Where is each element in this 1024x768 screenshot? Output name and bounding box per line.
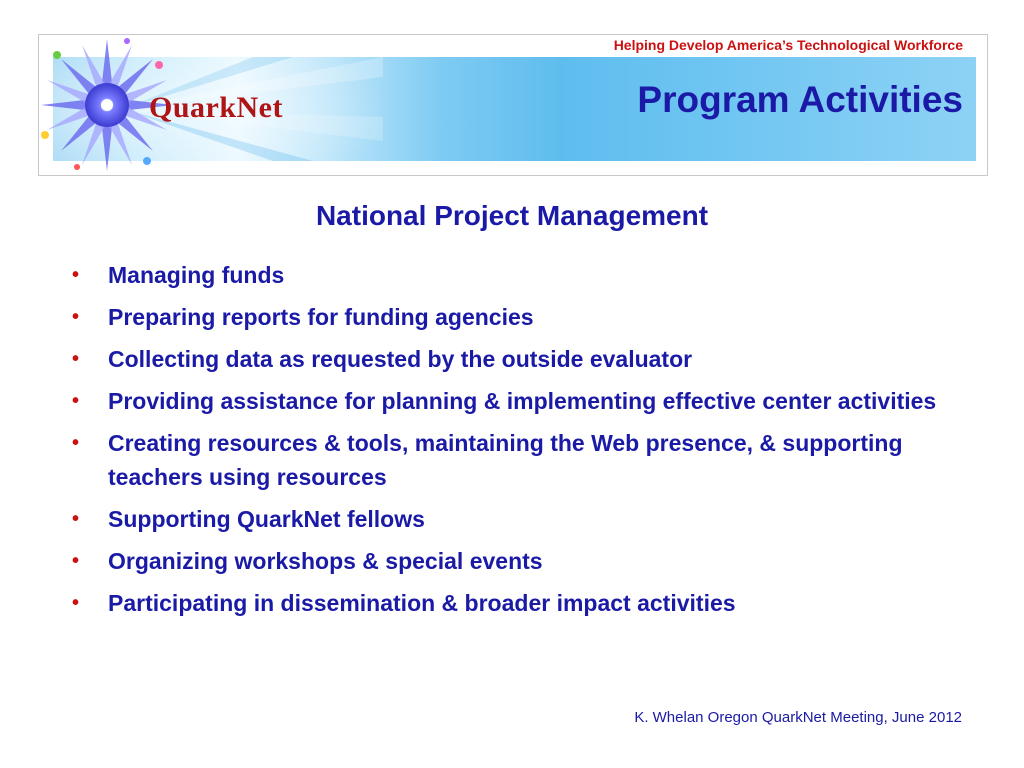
list-item <box>72 586 952 620</box>
footer-credit: K. Whelan Oregon QuarkNet Meeting, June 2012 <box>634 709 962 726</box>
page-title: Program Activities <box>637 79 963 120</box>
bullet-icon: • <box>72 264 80 286</box>
bullet-icon: • <box>72 432 80 454</box>
section-heading: National Project Management <box>315 200 709 231</box>
list-item-text: Participating in dissemination & broader impact activities <box>108 590 736 616</box>
header-banner <box>38 34 988 176</box>
bullet-icon: • <box>72 348 80 370</box>
list-item <box>72 258 952 292</box>
list-item-text: Managing funds <box>108 262 285 288</box>
list-item <box>72 300 952 334</box>
list-item <box>72 426 952 494</box>
bullet-icon: • <box>72 390 80 412</box>
bullet-list <box>72 258 952 628</box>
bullet-icon: • <box>72 508 80 530</box>
list-item-text: Preparing reports for funding agencies <box>108 304 534 330</box>
list-item-text: Collecting data as requested by the outside evaluator <box>108 346 693 372</box>
list-item <box>72 544 952 578</box>
list-item <box>72 502 952 536</box>
list-item <box>72 342 952 376</box>
tagline: Helping Develop America’s Technological Workforce <box>613 37 963 53</box>
list-item-text: Creating resources & tools, maintaining the Web presence, & supporting teachers using resources <box>108 430 903 490</box>
list-item <box>72 384 952 418</box>
bullet-icon: • <box>72 306 80 328</box>
list-item-text: Organizing workshops & special events <box>108 548 543 574</box>
bullet-icon: • <box>72 592 80 614</box>
logo-text: QuarkNet <box>149 91 283 124</box>
bullet-icon: • <box>72 550 80 572</box>
list-item-text: Providing assistance for planning & implementing effective center activities <box>108 388 937 414</box>
list-item-text: Supporting QuarkNet fellows <box>108 506 425 532</box>
